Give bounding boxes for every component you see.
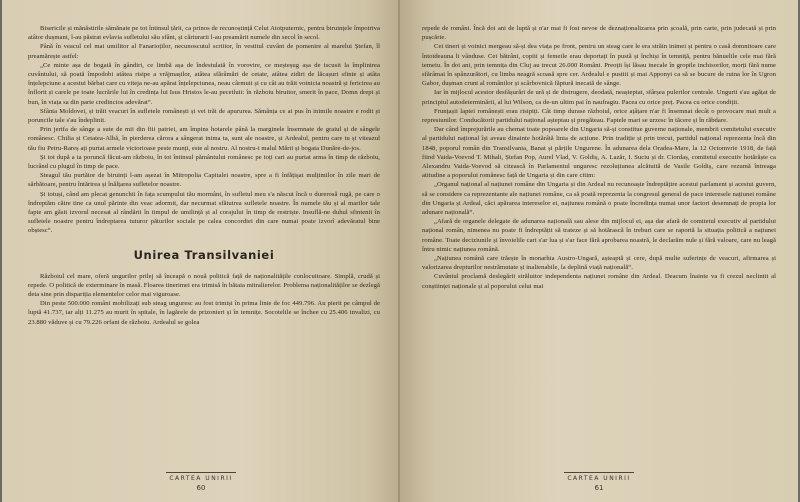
section-title: Unirea Transilvaniei	[133, 247, 275, 262]
paragraph: Bisericile și mănăstirile sămănate pe tot întinsul țării, ca prinos de recunoștință Celui Atotputernic, pentru biruințele împotriva atâtor dușmani, î-au păstrat evlavia sufletului său sfânt, și cărturarii l-au preamărit numele din secol în secol.	[28, 25, 380, 42]
page-number: 61	[594, 484, 604, 492]
paragraph: Iar în mijlocul acestor desfășurări de ură și de distrugere, deodată, neașteptat, sfârșea pulerilor centrale. Ungurii s'au agățat de principiul autodeterminării, al lui Wilson, ca de-un ultim pai în naufragiu. Pacea cu orice preț. Pacea cu orice condiții.	[422, 89, 776, 106]
paragraph: „Ce minte așa de bogată în gândiri, ce limbă așa de îndestulată în vorovire, ce meșteșug așa de iscusit la împlinirea cuvântului, să poată împodobi atâtea risipe a vrăjmașilor, atâtea sfărâmări de cetate, atâtea zidiri de lăcașuri sfinte și atâta înțelepciune a acestui bărbat care cu viteja ne-au apărat înțelepciunea, neau cârmuit și cu cât au trăit voinicia noastră și fericirea au înflorit și carele pe toate lucrările lui în credința lui Isus Hristos le-au pecetluit: în războiu biruitor, smerit în pace, Domn drept și bun, în viața sa din parte credincios adevărat“.	[28, 61, 380, 106]
paragraph: Frunțașii laptei românești erau risipiți. Cât timp durase războiul, orice ațâțare n'ar fi însemnat decât o provocare mai mult a represiunilor. Conducătorii partidului național așteptau și pregăteau. Faptele mari se urzesc în tăcere și în răbdare.	[422, 107, 776, 125]
footer-rule	[166, 472, 236, 473]
book-gutter	[398, 0, 400, 502]
paragraph: Dar când împrejurările au chemat toate popoarele din Ungaria să-și constitue guverne naționale, membrii comitetului executiv al partidului național își aveau dinainte hotărâtă linia de acțiune. Prin tradiție și prin trecut, partidul național reprezenta încă din 1848, poporul român din Transilvania, Banat și părțile Ungurene. În adunarea dela Oradea-Mare, la 12 Octomvrie 1918, de față fiind Vaida-Voevod T. Mihali, Ștefan Pop, Aurel Vlad, V. Goldiș, A. Lazăr, I. Suciu și dr. Ciordaș, comitetul executiv hotărăște ca Alexandru Vaida-Voevod să citească în Parlamentul unguresc rezoluțiunea alcătuită de Vasile Goldiș, care rezumă întreaga atitudine a poporului românesc față de Ungaria și din care citim:	[422, 126, 776, 180]
paragraph: Prin jertfa de sânge a sute de mii din fiii patriei, am împins hotarele până la marginele însemnate de graiul și de sângele românesc. Chilia și Cetatea-Albă, în pierderea cărora a sângerat inima ta, sunt ale noastre, și Ardealul, pentru care tu și viteazul tău fiu Petru-Rareș ați purtat armele victorioase peste munți, este al nostru. Al nostru-i malul Mării și bogata Dunăre-de-jos.	[28, 126, 380, 152]
footer-rule	[564, 472, 634, 473]
paragraph: Cuvântul proclamă deslegării străluitor independenta națiunei române din Ardeal. Deacum înainte va fi crezul neclintit al conștiinței naționale și al poporului celui mai	[422, 273, 776, 290]
paragraph: Și tot după a ta poruncă făcut-am războiu, în tot întinsul pământului românesc pe toți cari au purtat arma în timp de războiu, lucrând cu plugul în timp de pace.	[28, 153, 380, 171]
right-page-text	[422, 24, 776, 291]
footer-book-name: CARTEA UNIRII	[567, 475, 631, 482]
right-page	[400, 0, 798, 502]
paragraph: Din peste 500.000 români mobilizați sub steag unguresc au fost trimiși în prima linie de foc 449.796. Au pierit pe câmpul de luptă 41.737, iar alți 11.275 au murit în spitale, în lagărele de prizonieri și în temnițe. Socotelile se închee cu 25.406 invalizi, cu 23.880 văduve și cu 79.226 orfani de războiu. Ardealul se golea	[28, 300, 380, 326]
right-page-footer	[400, 472, 798, 492]
left-page-text-bottom	[28, 272, 380, 327]
page-number: 60	[196, 484, 206, 492]
paragraph: repede de români. Încă doi ani de luptă și n'ar mai fi fost nevoe de deznaționalizarea prin școală, prin carte, prin judecată și prin pușcărie.	[422, 25, 776, 42]
paragraph: Până în veacul cel mai umilitor al Fanarioților, necunoscutul scriitor, în vestitul cuvânt de pomenire al marelui Ștefan, îl preamărește astfel:	[28, 43, 380, 60]
paragraph: „Afară de organele delegate de adunarea națională sau alese din mijlocul ei, așa dar afară de comitetul executiv al partidului național român, nimenea nu poate fi îndreptățit să trateze și să hotărască în treburi care se raportă la situația politică a națiunei române. Toate deciziunile și învoielile cari s'ar lua și s'ar face fără aprobarea noastră, le declarăm nule și fără valoare, care nu leagă întru nimic națiunea română.	[422, 218, 776, 253]
paragraph: Războiul cel mare, oferă ungurilor prilej să înceapă o nouă politică față de naționalitățile conlocuitoare. Simplă, crudă și repede. O politică de exterminare în masă. Floarea tinerimei era trimisă în bătaia mitralierelor. Problema naționalităților se dezlegă deta sine prin dispariția elementelor celor mai viguroase.	[28, 272, 380, 299]
paragraph: Și totuși, când am plecat genunchii în fața scumpului tău mormânt, în sufletul meu s'a născut încă o durerosă rugă, pe care o îndreptăm către tine ca unul părinte din veac adormit, dar necurmat sfătuirea sufletele noastre. În numele tău și al marilor tale fapte am găsit izvorul necesat al rândării în timpul de umilință și al corajului în timp de restriște. Insuflă-ne duhul sfintenii în sufletele noastre pentru îndreptarea tuturor păturilor sociale pe calea concordiei din care numai poate izvorî adevăratul bine obștesc“.	[28, 190, 380, 235]
paragraph: „Națiunea română care trăește în monarhia Austro-Ungară, așteaptă și cere, după multe suferințe de veacuri, afirmarea și valorizarea drepturilor nestrămutate și inalienabile, la deplină viață națională“.	[422, 255, 776, 272]
book-spread	[2, 0, 798, 502]
paragraph: Cei tineri și voinici mergeau să-și dea viața pe front, pentru un steag care le era străin inimei și pentru o casă domnitoare care întotdeauna li vândusе. Cei bătrâni, copiii și femeile erau deportați în pustă și închiși în temniță, pentru bănuelile cele mai fără temeiu. În doi ani, prin temnița din Cluj au trecut 26.000 Români. Preoții își lăsau inecale în gropile inchisorilor, morți fără nume sfărâmai în spânzurători, cu limba neagră scoasă spre cer. Ardealul e pustiit și mai Apponyi ca să se bucure de ruina lor în Ugron Gabor, dușman crunt al românilor și scârbovnică făptură inecată de sânge.	[422, 43, 776, 88]
left-page-text-top	[28, 24, 380, 236]
paragraph: „Organul național al națiunei române din Ungaria și din Ardeal nu recunoaște îndreptățire acestui parlament și acestui guvern, să se considere ca reprezentante ale națiunei române, ca să poată reprezenta la congresul general de pace interesele națiunei române din Ungaria și Ardeal, căci apărarea intereselor ei, națiunea română o poate încredința numai unor factori desemnați de propia lor adunare națională“.	[422, 181, 776, 217]
left-page-footer	[2, 472, 400, 492]
paragraph: Steagul tău purtător de biruinți l-am așezat în Mitropolia Capitalei noastre, spre a fi înfățișat mulțimilor în zile mari de sărbătoare, pentru întărirea și înălțarea sufletelor noastre.	[28, 172, 380, 189]
left-page	[2, 0, 400, 502]
footer-book-name: CARTEA UNIRII	[169, 475, 233, 482]
paragraph: Sfânta Moldovei, și trăit veacuri în sufletele românești și vei trăi de apururea. Sămânța ce ai pus în inimile noastre e rodit și poruncile tale s'au îndeplinit.	[28, 107, 380, 125]
